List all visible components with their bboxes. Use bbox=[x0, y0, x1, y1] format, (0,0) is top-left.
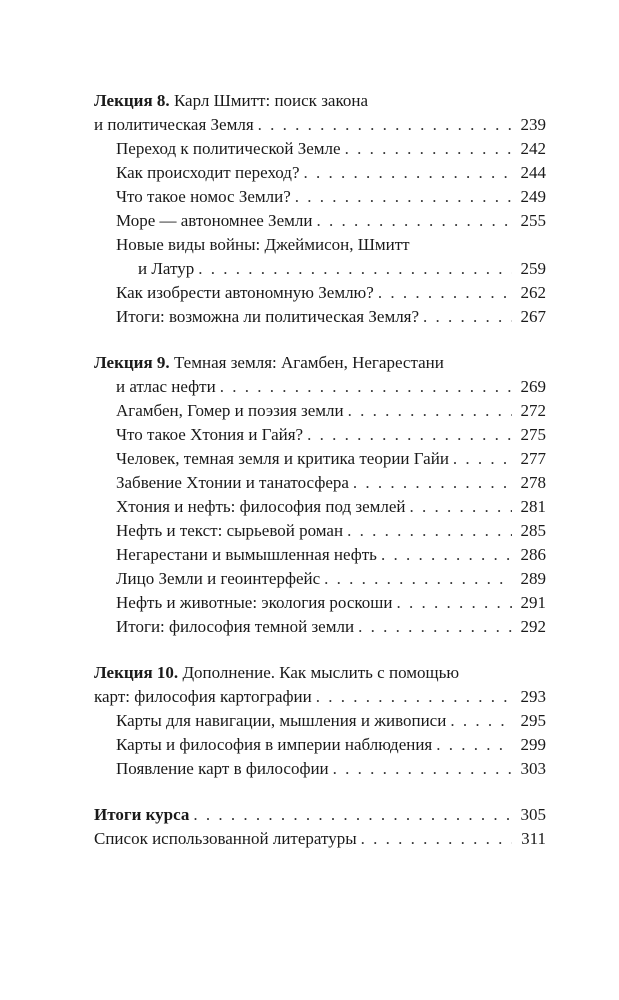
lecture-10-title: Дополнение. Как мыслить с помощью bbox=[178, 663, 460, 682]
page-number: 269 bbox=[520, 377, 546, 396]
toc-entry[interactable] bbox=[94, 399, 546, 423]
page-number: 259 bbox=[520, 259, 546, 278]
page-number: 303 bbox=[520, 759, 546, 778]
entry-title: Лицо Земли и геоинтерфейс bbox=[116, 569, 321, 588]
entry-title: Агамбен, Гомер и поэзия земли bbox=[116, 401, 344, 420]
toc-entry[interactable] bbox=[94, 209, 546, 233]
toc-entry[interactable] bbox=[94, 281, 546, 305]
lecture-8-title: Карл Шмитт: поиск закона bbox=[169, 91, 368, 110]
page-number: 275 bbox=[520, 425, 546, 444]
dot-leader bbox=[345, 137, 512, 161]
page-number: 278 bbox=[520, 473, 546, 492]
page-number: 292 bbox=[520, 617, 546, 636]
entry-title: Нефть и текст: сырьевой роман bbox=[116, 521, 344, 540]
lecture-10-label: Лекция 10. bbox=[94, 663, 179, 682]
page-number: 249 bbox=[520, 187, 546, 206]
toc-entry[interactable] bbox=[94, 137, 546, 161]
dot-leader bbox=[258, 113, 512, 137]
dot-leader bbox=[361, 827, 512, 851]
page-number: 281 bbox=[520, 497, 546, 516]
entry-title: Море — автономнее Земли bbox=[116, 211, 313, 230]
entry-title: Карты и философия в империи наблюдения bbox=[116, 735, 433, 754]
lecture-9-label: Лекция 9. bbox=[94, 353, 170, 372]
page-number: 239 bbox=[520, 115, 546, 134]
dot-leader bbox=[307, 423, 512, 447]
lecture-9-heading[interactable] bbox=[94, 351, 546, 375]
toc-entry[interactable] bbox=[94, 471, 546, 495]
toc-entry[interactable] bbox=[94, 709, 546, 733]
dot-leader bbox=[304, 161, 513, 185]
lecture-9-title-line2: и атлас нефти bbox=[116, 377, 216, 396]
toc-entry[interactable] bbox=[94, 447, 546, 471]
page-number: 244 bbox=[520, 163, 546, 182]
page-number: 255 bbox=[520, 211, 546, 230]
dot-leader bbox=[324, 567, 512, 591]
dot-leader bbox=[378, 281, 512, 305]
page-number: 305 bbox=[520, 805, 546, 824]
page-number: 277 bbox=[520, 449, 546, 468]
page-number: 285 bbox=[520, 521, 546, 540]
dot-leader bbox=[333, 757, 512, 781]
dot-leader bbox=[348, 399, 512, 423]
table-of-contents bbox=[94, 89, 546, 873]
section-lecture-8 bbox=[94, 89, 546, 329]
lecture-8-label: Лекция 8. bbox=[94, 91, 170, 110]
bibliography-title: Список использованной литературы bbox=[94, 829, 357, 848]
entry-title: Что такое Хтония и Гайя? bbox=[116, 425, 304, 444]
dot-leader bbox=[347, 519, 512, 543]
toc-entry[interactable] bbox=[94, 423, 546, 447]
dot-leader bbox=[436, 733, 512, 757]
dot-leader bbox=[198, 257, 512, 281]
lecture-10-heading[interactable] bbox=[94, 661, 546, 685]
toc-entry[interactable] bbox=[94, 161, 546, 185]
dot-leader bbox=[381, 543, 512, 567]
page-number: 262 bbox=[520, 283, 546, 302]
entry-title: Итоги: философия темной земли bbox=[116, 617, 355, 636]
entry-title: Итоги: возможна ли политическая Земля? bbox=[116, 307, 420, 326]
bibliography-entry[interactable] bbox=[94, 827, 546, 851]
toc-entry[interactable] bbox=[94, 519, 546, 543]
section-lecture-9 bbox=[94, 351, 546, 639]
page-number: 311 bbox=[521, 829, 546, 848]
toc-entry-line2[interactable] bbox=[94, 257, 546, 281]
toc-entry[interactable] bbox=[94, 185, 546, 209]
entry-title: Появление карт в философии bbox=[116, 759, 329, 778]
lecture-10-title-line2: карт: философия картографии bbox=[94, 687, 312, 706]
lecture-8-heading-cont[interactable] bbox=[94, 113, 546, 137]
dot-leader bbox=[316, 685, 512, 709]
lecture-8-title-line2: и политическая Земля bbox=[94, 115, 254, 134]
course-summary-entry[interactable] bbox=[94, 803, 546, 827]
toc-entry[interactable] bbox=[94, 305, 546, 329]
entry-title: Забвение Хтонии и танатосфера bbox=[116, 473, 349, 492]
lecture-9-title: Темная земля: Агамбен, Негарестани bbox=[169, 353, 444, 372]
dot-leader bbox=[410, 495, 512, 519]
dot-leader bbox=[396, 591, 512, 615]
page-number: 289 bbox=[520, 569, 546, 588]
page-number: 286 bbox=[520, 545, 546, 564]
page-number: 291 bbox=[520, 593, 546, 612]
dot-leader bbox=[295, 185, 512, 209]
dot-leader bbox=[450, 709, 512, 733]
page-number: 267 bbox=[520, 307, 546, 326]
toc-entry[interactable] bbox=[94, 615, 546, 639]
toc-entry[interactable] bbox=[94, 757, 546, 781]
section-end-matter bbox=[94, 803, 546, 851]
page-number: 272 bbox=[520, 401, 546, 420]
dot-leader bbox=[453, 447, 512, 471]
entry-title: Нефть и животные: экология роскоши bbox=[116, 593, 393, 612]
lecture-10-heading-cont[interactable] bbox=[94, 685, 546, 709]
entry-title-cont: и Латур bbox=[138, 259, 195, 278]
dot-leader bbox=[316, 209, 512, 233]
toc-entry[interactable] bbox=[94, 543, 546, 567]
dot-leader bbox=[220, 375, 512, 399]
dot-leader bbox=[193, 803, 512, 827]
dot-leader bbox=[423, 305, 512, 329]
entry-title: Хтония и нефть: философия под землей bbox=[116, 497, 406, 516]
page-number: 293 bbox=[520, 687, 546, 706]
entry-title: Что такое номос Земли? bbox=[116, 187, 291, 206]
entry-title: Негарестани и вымышленная нефть bbox=[116, 545, 377, 564]
page-number: 242 bbox=[520, 139, 546, 158]
section-lecture-10 bbox=[94, 661, 546, 781]
page-number: 295 bbox=[520, 711, 546, 730]
toc-entry[interactable] bbox=[94, 495, 546, 519]
lecture-9-heading-cont[interactable] bbox=[94, 375, 546, 399]
dot-leader bbox=[353, 471, 512, 495]
entry-title: Как изобрести автономную Землю? bbox=[116, 283, 374, 302]
toc-entry[interactable] bbox=[94, 591, 546, 615]
entry-title: Человек, темная земля и критика теории Гайи bbox=[116, 449, 449, 468]
course-summary-title: Итоги курса bbox=[94, 805, 190, 824]
page-number: 299 bbox=[520, 735, 546, 754]
entry-title: Карты для навигации, мышления и живописи bbox=[116, 711, 447, 730]
toc-entry[interactable] bbox=[94, 733, 546, 757]
entry-title: Как происходит переход? bbox=[116, 163, 300, 182]
toc-entry-line1[interactable] bbox=[94, 233, 546, 257]
entry-title: Переход к политической Земле bbox=[116, 139, 341, 158]
dot-leader bbox=[358, 615, 512, 639]
lecture-8-heading[interactable] bbox=[94, 89, 546, 113]
toc-entry[interactable] bbox=[94, 567, 546, 591]
entry-title: Новые виды войны: Джеймисон, Шмитт bbox=[116, 235, 410, 254]
